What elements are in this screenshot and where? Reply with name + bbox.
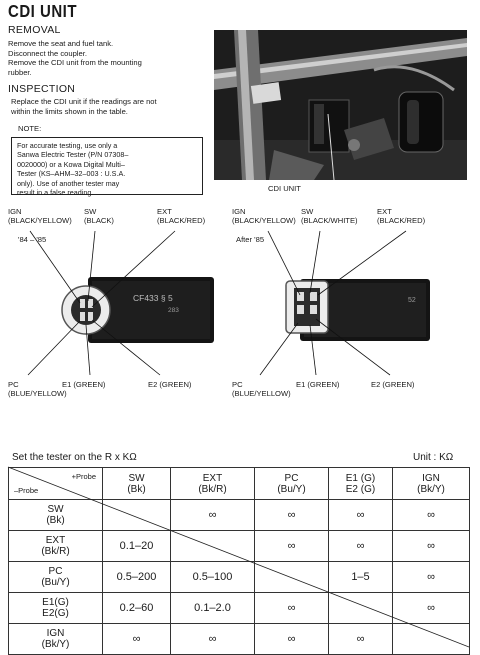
removal-line: Remove the CDI unit from the mounting xyxy=(8,58,142,68)
ext-label-left xyxy=(157,207,205,225)
removal-heading: REMOVAL xyxy=(8,24,61,36)
e2-label-left: E2 (GREEN) xyxy=(148,380,192,389)
row-header-name: SW xyxy=(47,504,64,515)
note-line: 0020000) or a Kowa Digital Multi– xyxy=(17,159,125,169)
table-cell: ∞ xyxy=(393,531,470,562)
row-header-color: (Bu/Y) xyxy=(41,577,70,588)
table-cell: ∞ xyxy=(255,624,329,655)
table-cell: ∞ xyxy=(103,624,171,655)
ign-label: IGN xyxy=(8,207,22,216)
removal-text xyxy=(8,39,142,77)
row-header-name: E1(G) xyxy=(42,597,69,608)
inspection-text xyxy=(11,97,157,116)
column-header-color: (Bu/Y) xyxy=(277,483,306,495)
sw-wire-color: (BLACK/WHITE) xyxy=(301,216,358,225)
removal-line: Disconnect the coupler. xyxy=(8,48,87,58)
table-cell: ∞ xyxy=(255,531,329,562)
note-line: Sanwa Electric Tester (P/N 07308– xyxy=(17,150,129,160)
table-diagonal-line xyxy=(8,467,469,654)
row-header-name: IGN xyxy=(46,628,65,639)
note-line: result in a false reading. xyxy=(17,188,94,198)
unit-code-left: CF433 § 5 xyxy=(133,293,173,303)
pc-label: PC xyxy=(8,380,19,389)
table-cell: 0.2–60 xyxy=(103,593,171,624)
column-header-color: (Bk/Y) xyxy=(417,483,445,495)
tester-instruction: Set the tester on the R x KΩ xyxy=(12,452,137,463)
ext-label-right xyxy=(377,207,425,225)
sw-label: SW xyxy=(301,207,314,216)
column-header-name: E1 (G) xyxy=(345,472,376,484)
note-line: For accurate testing, use only a xyxy=(17,141,118,150)
unit-label: Unit : KΩ xyxy=(413,452,454,463)
table-cell: ∞ xyxy=(393,562,470,593)
note-heading: NOTE: xyxy=(18,124,42,133)
row-header-name: PC xyxy=(48,566,63,577)
sw-wire-color: (BLACK) xyxy=(84,216,114,225)
column-header-name: IGN xyxy=(422,472,440,484)
table-cell: ∞ xyxy=(329,500,393,531)
removal-line: Remove the seat and fuel tank. xyxy=(8,39,114,48)
row-header-color: E2(G) xyxy=(42,608,69,619)
year-label-right: After '85 xyxy=(236,235,265,244)
sw-label-right xyxy=(301,207,358,225)
pc-label-left xyxy=(8,380,67,398)
ign-label: IGN xyxy=(232,207,246,216)
cdi-connector-diagram-right xyxy=(230,225,470,385)
column-header-name: SW xyxy=(128,472,145,484)
sw-label: SW xyxy=(84,207,97,216)
sw-label-left xyxy=(84,207,114,225)
table-cell: ∞ xyxy=(255,500,329,531)
inspection-heading: INSPECTION xyxy=(8,83,76,95)
column-header-color: (Bk) xyxy=(127,483,146,495)
table-cell: ∞ xyxy=(171,624,255,655)
page-title: CDI UNIT xyxy=(8,2,77,22)
table-cell: 0.1–2.0 xyxy=(171,593,255,624)
e1-label-right: E1 (GREEN) xyxy=(296,380,340,389)
table-cell: 0.5–200 xyxy=(103,562,171,593)
table-cell: 0.5–100 xyxy=(171,562,255,593)
row-header-color: (Bk) xyxy=(46,515,65,526)
cdi-unit-photo xyxy=(214,30,467,180)
ign-wire-color: (BLACK/YELLOW) xyxy=(232,216,296,225)
row-header-name: EXT xyxy=(45,535,66,546)
ext-wire-color: (BLACK/RED) xyxy=(377,216,426,225)
column-header-color: E2 (G) xyxy=(345,483,376,495)
pc-label: PC xyxy=(232,380,243,389)
minus-probe-label: –Probe xyxy=(14,486,39,495)
table-cell: ∞ xyxy=(393,500,470,531)
pc-wire-color: (BLUE/YELLOW) xyxy=(232,389,291,398)
inspection-line: Replace the CDI unit if the readings are not xyxy=(11,97,157,106)
pc-label-right xyxy=(232,380,291,398)
table-cell: ∞ xyxy=(329,624,393,655)
row-header-color: (Bk/Y) xyxy=(41,639,70,650)
column-header-color: (Bk/R) xyxy=(198,483,227,495)
ign-wire-color: (BLACK/YELLOW) xyxy=(8,216,72,225)
ign-label-left xyxy=(8,207,72,225)
cdi-connector-diagram-left xyxy=(0,225,230,385)
photo-caption: CDI UNIT xyxy=(268,184,301,193)
column-header-name: PC xyxy=(284,472,299,484)
ign-label-right xyxy=(232,207,296,225)
note-box xyxy=(11,137,203,198)
table-cell: 1–5 xyxy=(329,562,393,593)
year-label-left: '84 – '85 xyxy=(18,235,47,244)
e2-label-right: E2 (GREEN) xyxy=(371,380,415,389)
note-line: Tester (KS–AHM–32–003 : U.S.A. xyxy=(17,169,126,179)
plus-probe-label: +Probe xyxy=(71,472,96,481)
table-cell: ∞ xyxy=(329,531,393,562)
removal-line: rubber. xyxy=(8,67,32,77)
row-header-color: (Bk/R) xyxy=(41,546,70,557)
e1-label-left: E1 (GREEN) xyxy=(62,380,106,389)
note-line: only). Use of another tester may xyxy=(17,178,120,188)
column-header-name: EXT xyxy=(202,472,223,484)
unit-code-right: 52 xyxy=(408,297,416,304)
pc-wire-color: (BLUE/YELLOW) xyxy=(8,389,67,398)
unit-code-left-2: 283 xyxy=(168,307,179,314)
table-cell: ∞ xyxy=(393,593,470,624)
inspection-line: within the limits shown in the table. xyxy=(11,106,128,116)
table-cell: ∞ xyxy=(255,593,329,624)
ext-label: EXT xyxy=(377,207,392,216)
ext-label: EXT xyxy=(157,207,172,216)
ext-wire-color: (BLACK/RED) xyxy=(157,216,206,225)
table-cell: 0.1–20 xyxy=(103,531,171,562)
table-cell: ∞ xyxy=(171,500,255,531)
